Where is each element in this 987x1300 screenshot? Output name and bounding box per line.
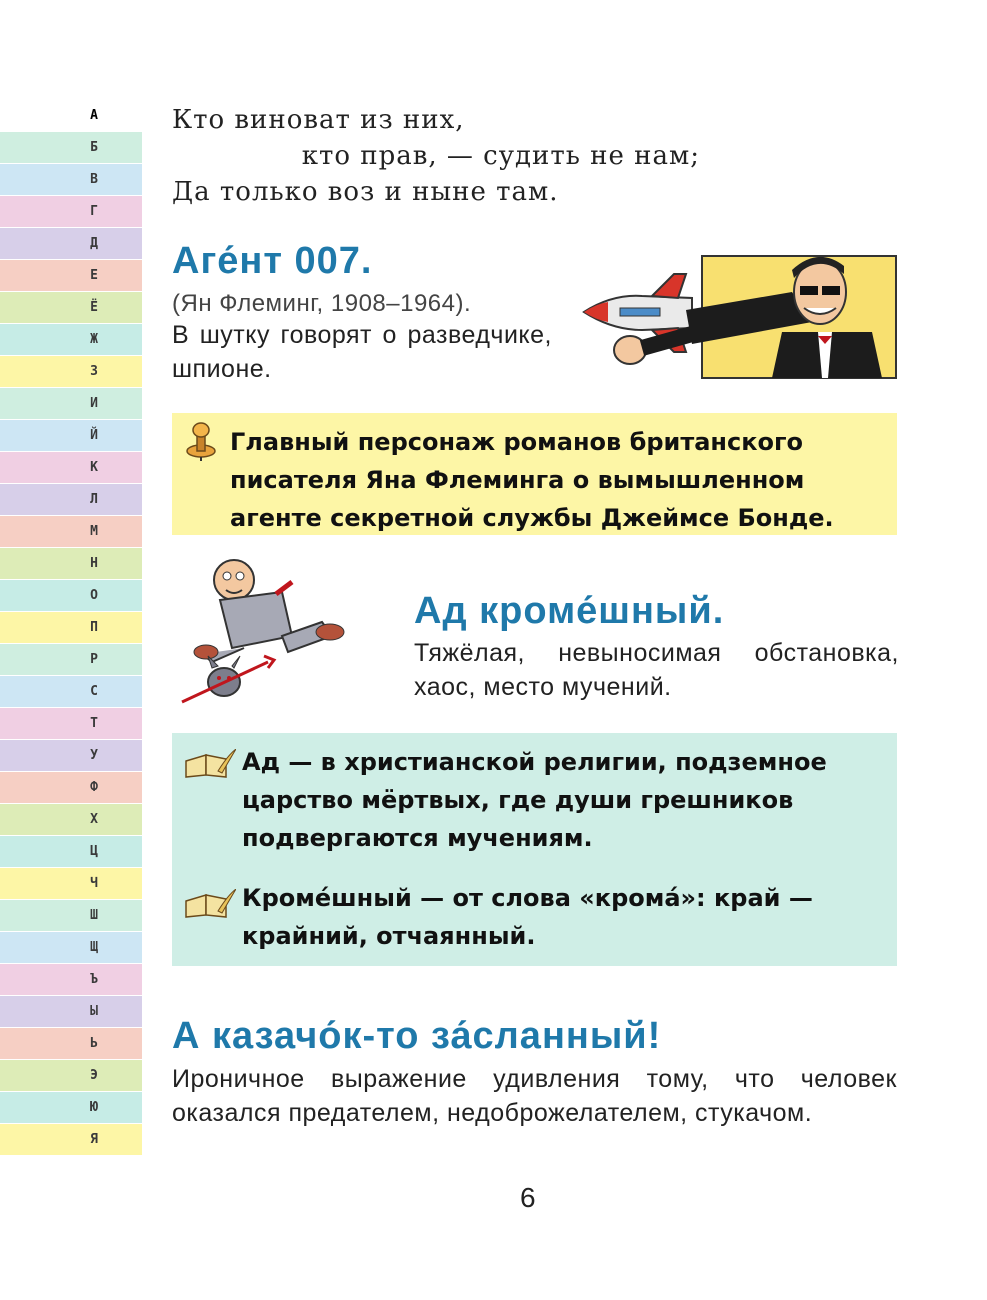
alphabet-tab: П [0,612,142,644]
note-kromeshny-paragraph [242,879,877,955]
alphabet-tab: Щ [0,932,142,964]
alphabet-tab: Ю [0,1092,142,1124]
poem-line-2: кто прав, — судить не нам; [172,141,700,171]
alphabet-tab: Ш [0,900,142,932]
note-text-agent: Главный персонаж романов британского писателя Яна Флеминга о вымышленном агенте секретной службы Джеймсе Бонде. [230,428,834,532]
alphabet-tab: Х [0,804,142,836]
entry-title-kazachok: А казачо́к-то за́сланный! [172,1015,662,1057]
entry-definition-ad: Тяжёлая, невыносимая обстановка, хаос, место мучений. [414,639,899,701]
entry-title-ad-kromeshny: Ад кроме́шный. [414,590,725,632]
alphabet-tab: О [0,580,142,612]
alphabet-tab: З [0,356,142,388]
note-ad-paragraph [242,743,877,857]
alphabet-tab: Б [0,132,142,164]
alphabet-tab: В [0,164,142,196]
entry-definition-kazachok: Ироничное выражение удивления тому, что человек оказался предателем, недоброжелателем, стукачом. [172,1065,897,1127]
book-quill-icon [184,889,236,930]
alphabet-tab: Е [0,260,142,292]
alphabet-tab: Э [0,1060,142,1092]
entry-definition-agent: В шутку говорят о разведчике, шпионе. [172,321,552,383]
alphabet-tab: И [0,388,142,420]
alphabet-tab: Т [0,708,142,740]
man-and-devil-illustration [172,552,382,712]
alphabet-tab: Н [0,548,142,580]
page-number: 6 [520,1182,536,1213]
alphabet-tab: М [0,516,142,548]
note-box-agent [172,413,897,535]
alphabet-tab: Ж [0,324,142,356]
alphabet-tab: Ф [0,772,142,804]
alphabet-tab: Д [0,228,142,260]
alphabet-tab: Ы [0,996,142,1028]
alphabet-tab: Ь [0,1028,142,1060]
alphabet-tab: Ъ [0,964,142,996]
alphabet-tab: У [0,740,142,772]
note-box-ad [172,733,897,966]
poem-quote [172,102,872,210]
pushpin-icon [184,421,218,472]
alphabet-tab: Ч [0,868,142,900]
alphabet-tab: Р [0,644,142,676]
poem-line-3: Да только воз и ныне там. [172,177,559,207]
alphabet-tab: Г [0,196,142,228]
alphabet-tab: К [0,452,142,484]
alphabet-index [0,100,142,1156]
term-ad: Ад [242,748,280,776]
poem-line-1: Кто виноват из них, [172,105,465,135]
entry-source: (Ян Флеминг, 1908–1964). [172,290,472,317]
alphabet-tab: Ц [0,836,142,868]
term-kromeshny-definition: — от слова «крома́»: край — крайний, отчаянный. [242,884,813,950]
book-quill-icon [184,749,236,790]
entry-title-agent-007: Аге́нт 007. [172,240,373,282]
alphabet-tab: А [0,100,142,132]
term-ad-definition: — в христианской религии, подземное царство мёртвых, где души грешников подвергаются мучениям. [242,748,827,852]
alphabet-tab: Й [0,420,142,452]
alphabet-tab: С [0,676,142,708]
alphabet-tab: Л [0,484,142,516]
term-kromeshny: Кроме́шный [242,884,412,912]
alphabet-tab: Я [0,1124,142,1156]
spy-illustration [582,252,898,380]
alphabet-tab: Ё [0,292,142,324]
